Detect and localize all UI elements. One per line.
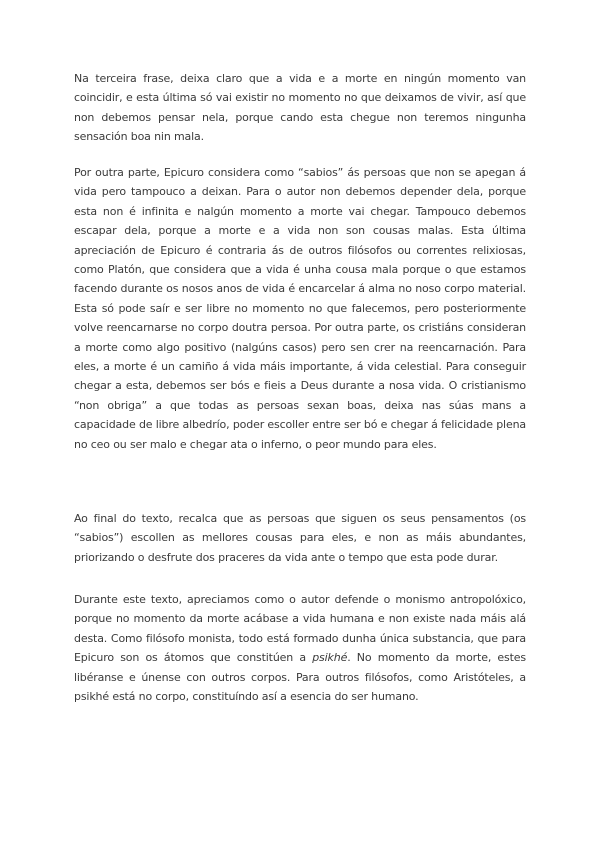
paragraph-4-italic-term: psikhé bbox=[312, 651, 348, 665]
paragraph-3: Ao final do texto, recalca que as persoas que siguen os seus pensamentos (os “sabios”) escollen as mellores cousas para eles, e non as máis abundantes, priorizando o desfrute dos praceres da vida ante o tempo que esta pode durar. bbox=[74, 512, 526, 564]
paragraph-1: Na terceira frase, deixa claro que a vida e a morte en ningún momento van coincidir, e esta última só vai existir no momento no que deixamos de vivir, así que non debemos pensar nela, porque cando esta chegue non teremos ningunha sensación boa nin mala. bbox=[74, 72, 526, 144]
paragraph-4 bbox=[74, 590, 526, 706]
paragraph-4-text-after: . No momento da morte, estes libéranse e únense con outros corpos. Para outros filósofos, como Aristóteles, a psikhé está no corpo, constituíndo así a esencia do ser humano. bbox=[74, 651, 526, 704]
paragraph-2: Por outra parte, Epicuro considera como “sabios” ás persoas que non se apegan á vida pero tampouco a deixan. Para o autor non debemos depender dela, porque esta non é infinita e nalgún momento a morte vai chegar. Tampouco debemos escapar dela, porque a morte e a vida non son cousas malas. Esta última apreciación de Epicuro é contraria ás de outros filósofos ou correntes relixiosas, como Platón, que considera que a vida é unha cousa mala porque o que estamos facendo durante os nosos anos de vida é encarcelar á alma no noso corpo material. Esta só pode saír e ser libre no momento no que falecemos, pero posteriormente volve reencarnarse no corpo doutra persoa. Por outra parte, os cristiáns consideran a morte como algo positivo (nalgúns casos) pero sen crer na reencarnación. Para eles, a morte é un camiño á vida máis importante, á vida celestial. Para conseguir chegar a esta, debemos ser bós e fieis a Deus durante a nosa vida. O cristianismo “non obriga” a que todas as persoas sexan boas, deixa nas súas mans a capacidade de libre albedrío, poder escoller entre ser bó e chegar á felicidade plena no ceo ou ser malo e chegar ata o inferno, o peor mundo para eles. bbox=[74, 166, 526, 451]
paragraph-4-text-before: Durante este texto, apreciamos como o autor defende o monismo antropolóxico, porque no momento da morte acábase a vida humana e non existe nada máis alá desta. Como filósofo monista, todo está formado dunha única substancia, que para Epicuro son os átomos que constitúen a bbox=[74, 593, 526, 665]
